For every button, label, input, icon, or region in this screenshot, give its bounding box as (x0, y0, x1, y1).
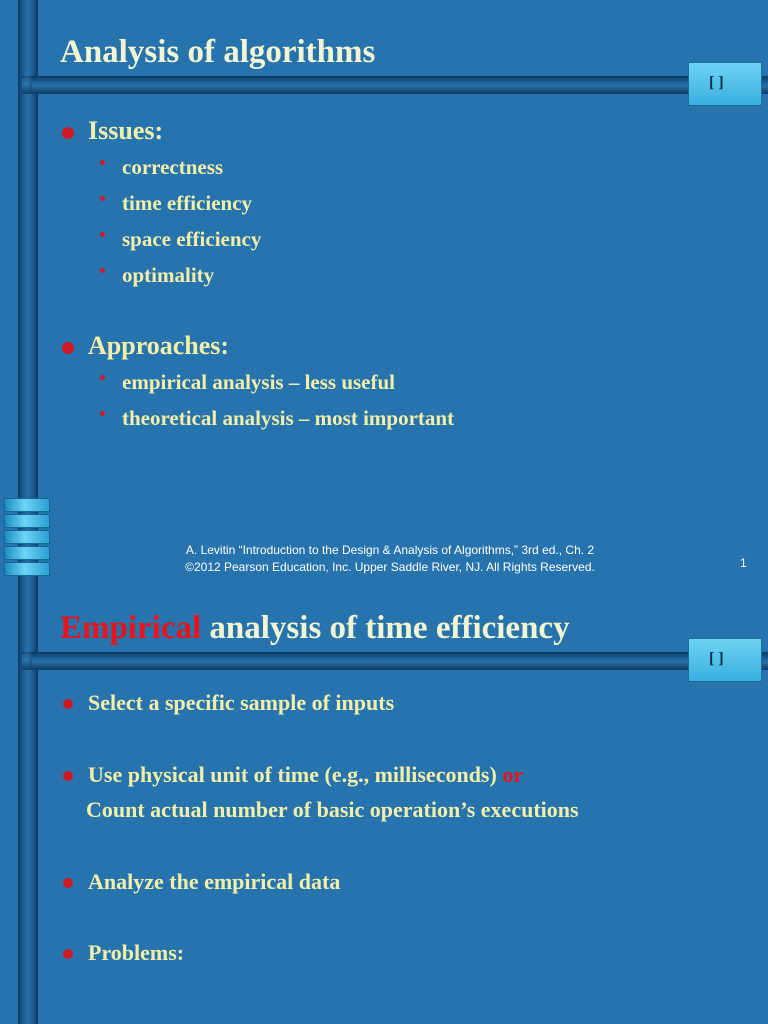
bullet-item: Select a specific sample of inputs (88, 690, 395, 715)
corner-bracket-glyph: [ ] (709, 650, 724, 667)
sub-bullet: time efficiency (122, 191, 253, 215)
corner-bracket-glyph: [ ] (709, 74, 724, 91)
title-rest: analysis of time efficiency (201, 610, 570, 646)
sub-bullet: correctness (122, 155, 224, 179)
slide-footer (140, 542, 640, 576)
footer-citation: A. Levitin “Introduction to the Design & Analysis of Algorithms,” 3rd ed., Ch. 2 (185, 543, 595, 557)
sub-bullet: theoretical analysis – most important (122, 406, 455, 430)
bullet-item: Analyze the empirical data (88, 869, 341, 894)
or-word: or (502, 762, 524, 787)
horizontal-bar (22, 76, 768, 94)
sub-bullet: optimality (122, 263, 215, 287)
slide-2 (0, 590, 768, 1024)
footer-copyright: ©2012 Pearson Education, Inc. Upper Saddle River, NJ. All Rights Reserved. (185, 560, 595, 574)
horizontal-bar (22, 652, 768, 670)
bullet-item: Problems: (88, 940, 185, 965)
side-decoration (4, 498, 50, 578)
bullet-item (88, 762, 523, 788)
corner-decoration (688, 638, 762, 682)
bullet-issues: Issues: (88, 116, 164, 145)
corner-decoration (688, 62, 762, 106)
horizontal-bar-cap (22, 76, 32, 94)
slide-title (60, 610, 570, 647)
horizontal-bar-cap (22, 652, 32, 670)
slide-title: Analysis of algorithms (60, 34, 376, 70)
bullet-text: Use physical unit of time (e.g., milliseconds) (88, 762, 503, 787)
bullet-approaches: Approaches: (88, 331, 230, 360)
title-highlight: Empirical (60, 610, 202, 646)
sub-bullet: empirical analysis – less useful (122, 370, 396, 394)
page-number: 1 (740, 556, 747, 570)
bullet-continuation: Count actual number of basic operation’s executions (86, 797, 579, 822)
sub-bullet: space efficiency (122, 227, 262, 251)
